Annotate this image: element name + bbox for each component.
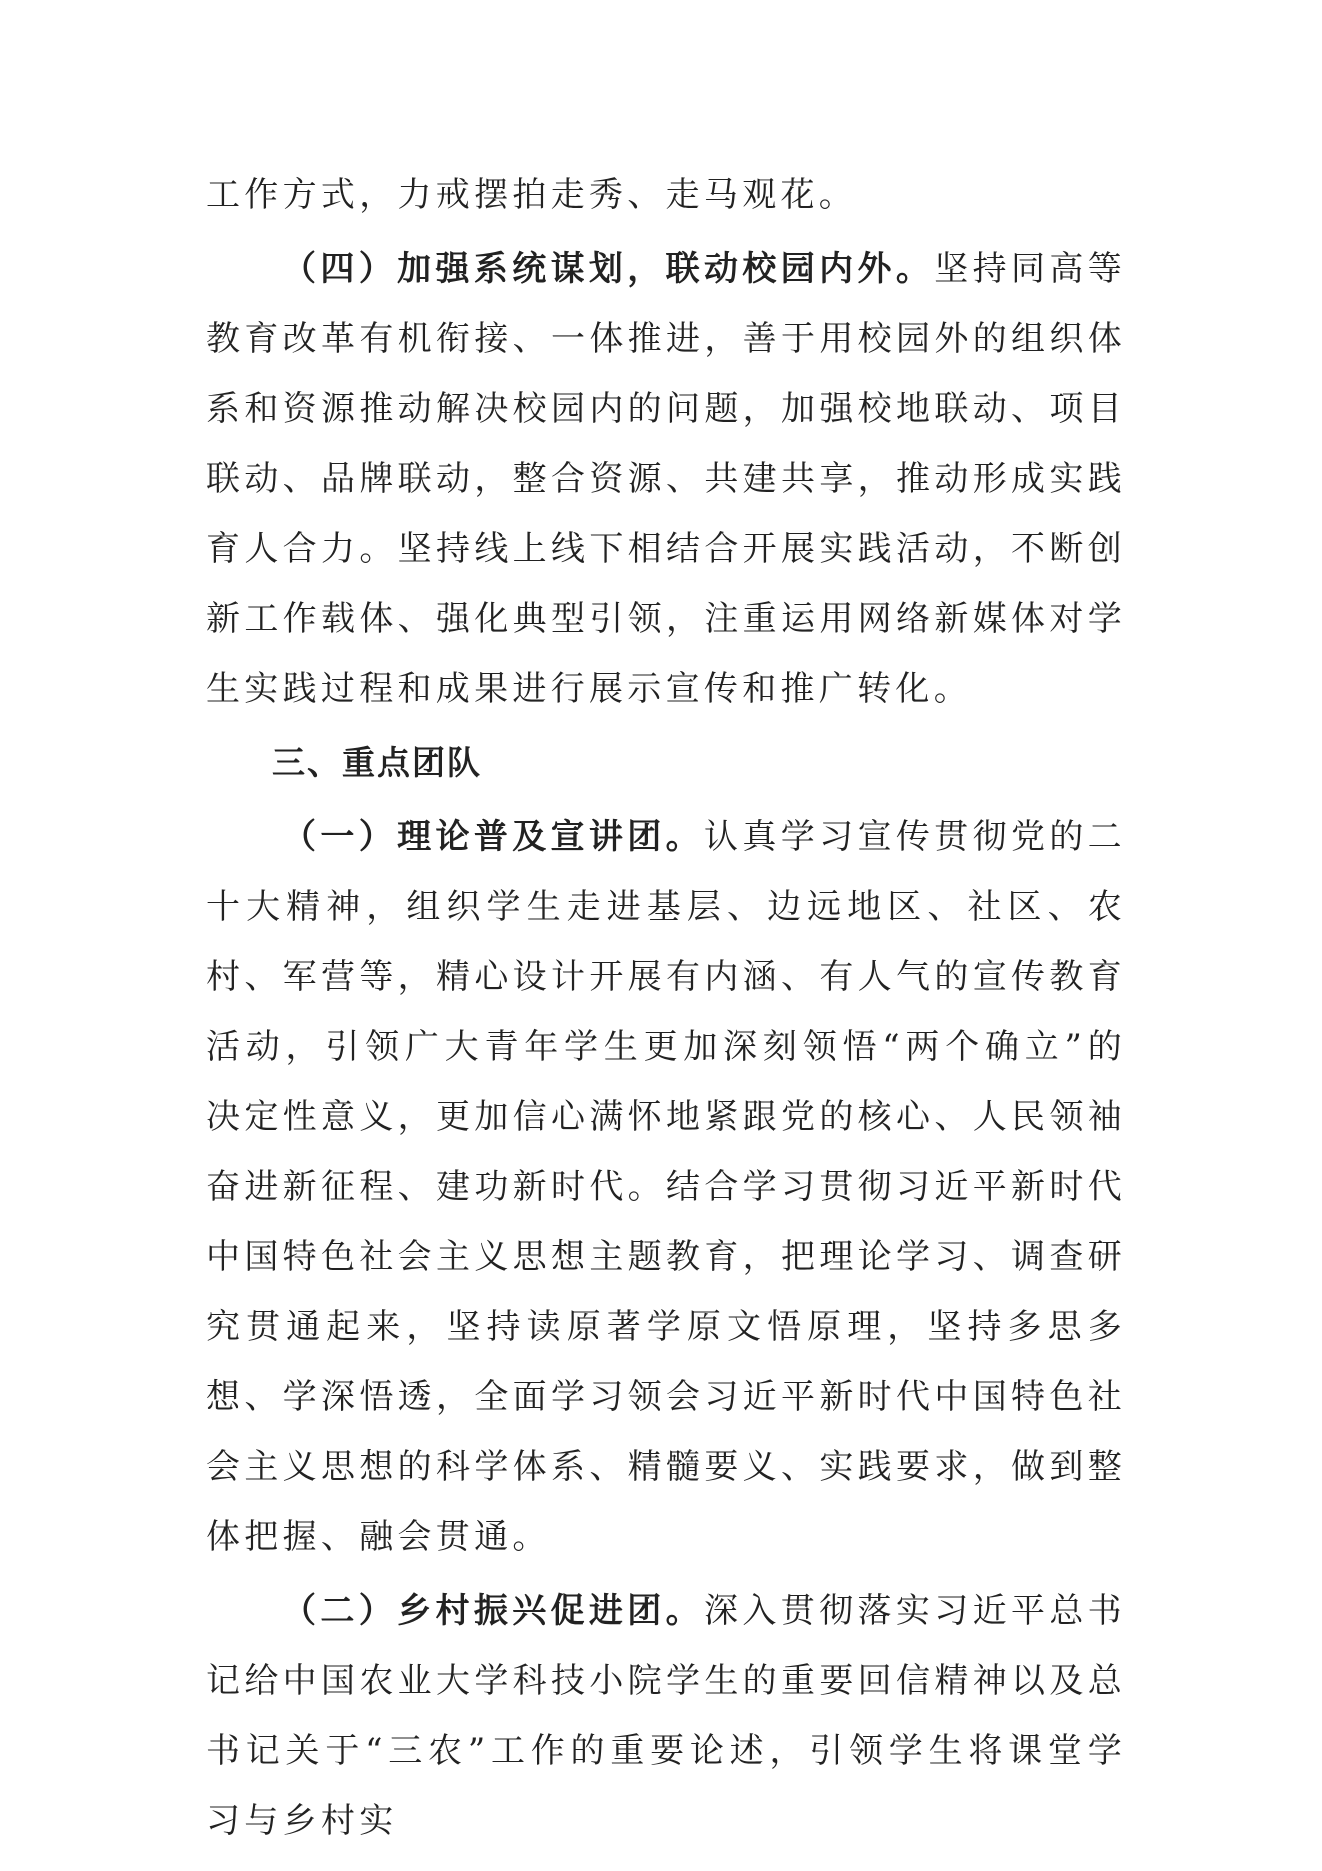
paragraph-section-4 [206, 234, 1126, 724]
document-body [206, 160, 1126, 1856]
paragraph-body: 认真学习宣传贯彻党的二十大精神，组织学生走进基层、边远地区、社区、农村、军营等，精心设计开展有内涵、有人气的宣传教育活动，引领广大青年学生更加深刻领悟“两个确立”的决定性意义，更加信心满怀地紧跟党的核心、人民领袖奋进新征程、建功新时代。结合学习贯彻习近平新时代中国特色社会主义思想主题教育，把理论学习、调查研究贯通起来，坚持读原著学原文悟原理，坚持多思多想、学深悟透，全面学习领会习近平新时代中国特色社会主义思想的科学体系、精髓要义、实践要求，做到整体把握、融会贯通。 [206, 817, 1126, 1557]
paragraph-body: 工作方式，力戒摆拍走秀、走马观花。 [206, 175, 858, 215]
paragraph-team-2 [206, 1576, 1126, 1856]
paragraph-body: 深入贯彻落实习近平总书记给中国农业大学科技小院学生的重要回信精神以及总书记关于“三农”工作的重要论述，引领学生将课堂学习与乡村实 [206, 1591, 1126, 1841]
section-heading: 三、重点团队 [272, 743, 482, 782]
paragraph-team-1 [206, 802, 1126, 1572]
paragraph-lead: （一）理论普及宣讲团。 [282, 817, 705, 857]
paragraph-body: 坚持同高等教育改革有机衔接、一体推进，善于用校园外的组织体系和资源推动解决校园内的问题，加强校地联动、项目联动、品牌联动，整合资源、共建共享，推动形成实践育人合力。坚持线上线下相结合开展实践活动，不断创新工作载体、强化典型引领，注重运用网络新媒体对学生实践过程和成果进行展示宣传和推广转化。 [206, 249, 1126, 709]
paragraph-continuation [206, 160, 1126, 230]
paragraph-lead: （四）加强系统谋划，联动校园内外。 [282, 249, 935, 289]
paragraph-lead: （二）乡村振兴促进团。 [282, 1591, 705, 1631]
